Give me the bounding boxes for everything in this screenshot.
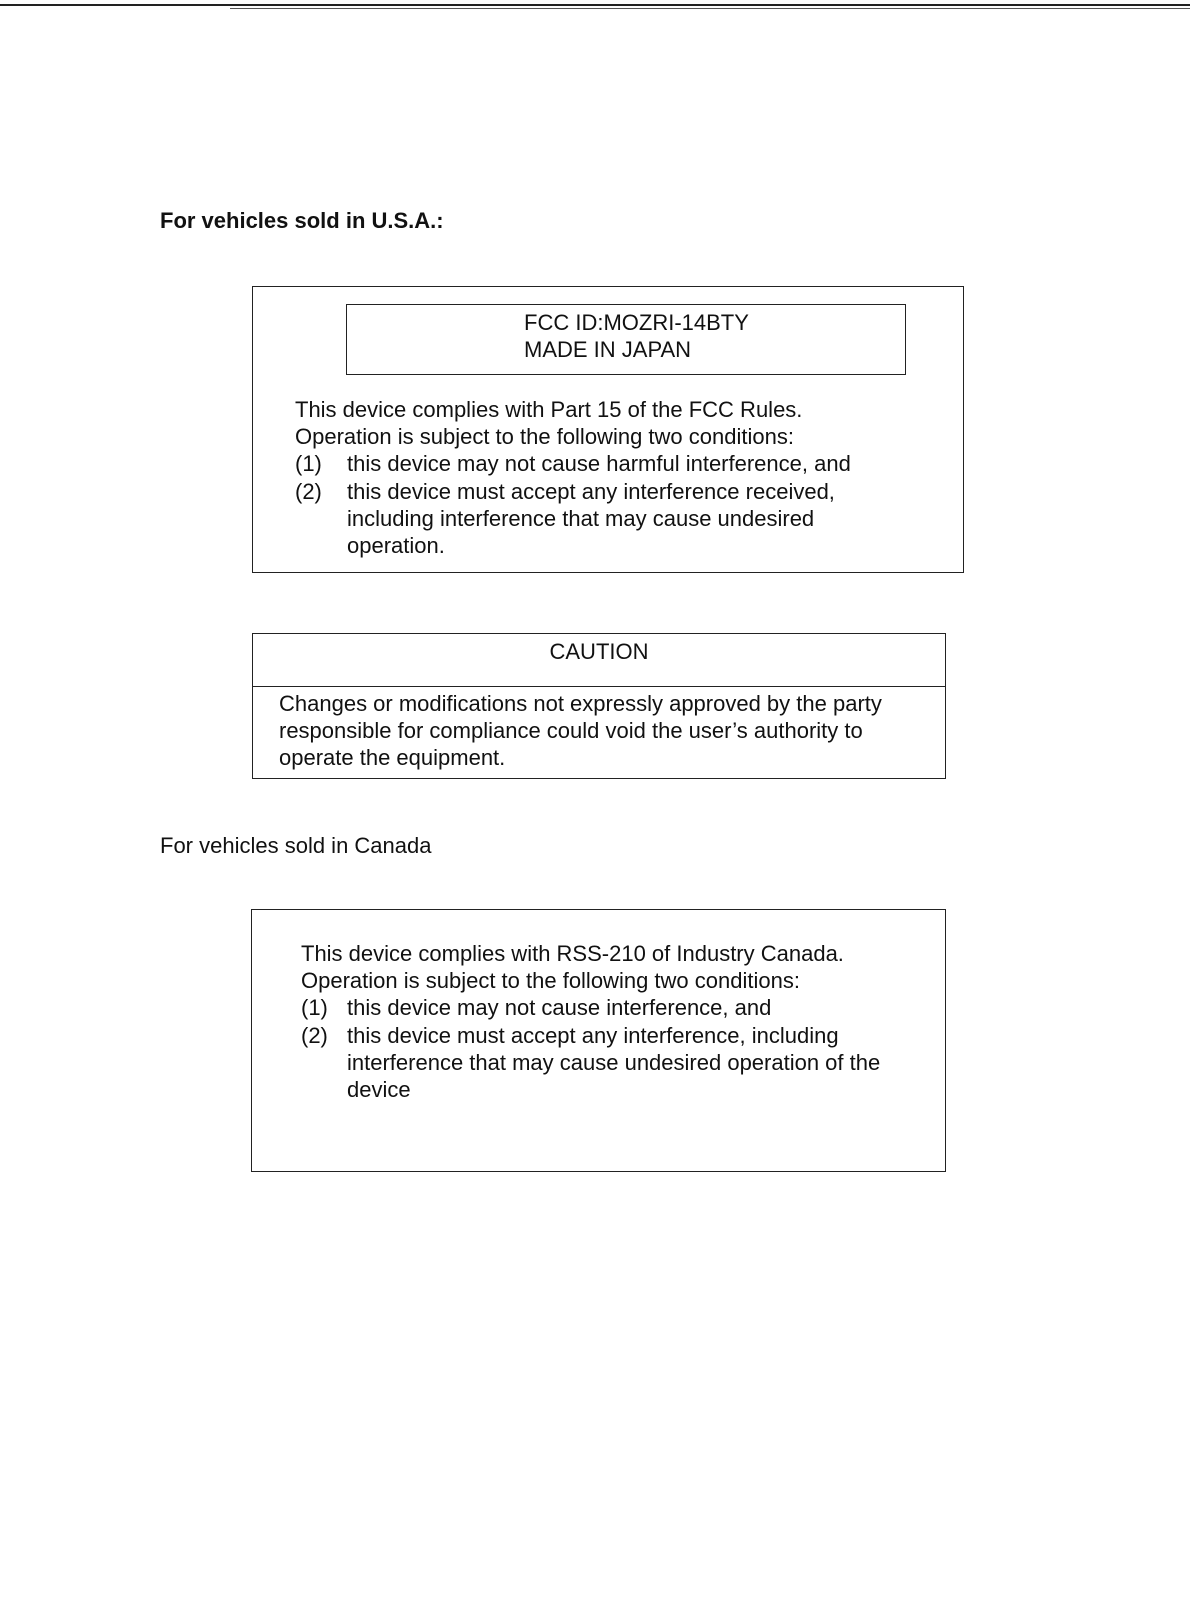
condition-text: this device may not cause interference, and bbox=[347, 995, 772, 1021]
fcc-statement bbox=[295, 396, 851, 559]
condition-number: (1) bbox=[301, 995, 328, 1021]
caution-line-1: Changes or modifications not expressly approved by the party bbox=[279, 691, 882, 716]
top-rule bbox=[0, 4, 1190, 6]
condition-text: this device must accept any interference received, bbox=[347, 478, 835, 504]
fcc-condition-2 bbox=[295, 478, 851, 560]
caution-title: CAUTION bbox=[253, 634, 945, 687]
condition-number: (1) bbox=[295, 451, 322, 477]
ic-condition-2 bbox=[301, 1022, 880, 1104]
made-in-line: MADE IN JAPAN bbox=[524, 337, 692, 362]
ic-statement bbox=[301, 940, 880, 1103]
ic-statement-line-1: This device complies with RSS-210 of Industry Canada. bbox=[301, 941, 844, 966]
condition-text: this device may not cause harmful interference, and bbox=[347, 451, 851, 477]
condition-text: interference that may cause undesired operation of the bbox=[347, 1049, 881, 1075]
fcc-condition-1 bbox=[295, 450, 851, 477]
caution-text bbox=[279, 690, 882, 772]
fcc-label-box bbox=[346, 304, 906, 375]
ic-compliance-box bbox=[251, 909, 946, 1172]
fcc-id-line: FCC ID:MOZRI-14BTY bbox=[524, 310, 749, 335]
ic-statement-line-2: Operation is subject to the following two conditions: bbox=[301, 968, 800, 994]
fcc-compliance-box bbox=[252, 286, 964, 573]
condition-text: this device must accept any interference, including bbox=[347, 1022, 839, 1048]
caution-box bbox=[252, 633, 946, 779]
condition-text: operation. bbox=[347, 533, 445, 559]
condition-text: device bbox=[347, 1077, 411, 1103]
caution-line-2: responsible for compliance could void the user’s authority to bbox=[279, 718, 863, 744]
caution-line-3: operate the equipment. bbox=[279, 745, 506, 771]
condition-text: including interference that may cause undesired bbox=[347, 505, 815, 531]
condition-number: (2) bbox=[295, 478, 322, 504]
ic-condition-1 bbox=[301, 994, 880, 1021]
usa-section-heading: For vehicles sold in U.S.A.: bbox=[160, 208, 444, 233]
top-rule-secondary bbox=[230, 8, 1190, 9]
fcc-statement-line-1: This device complies with Part 15 of the FCC Rules. bbox=[295, 397, 803, 422]
canada-section-heading: For vehicles sold in Canada bbox=[160, 833, 432, 858]
fcc-statement-line-2: Operation is subject to the following two conditions: bbox=[295, 424, 794, 450]
condition-number: (2) bbox=[301, 1022, 328, 1048]
